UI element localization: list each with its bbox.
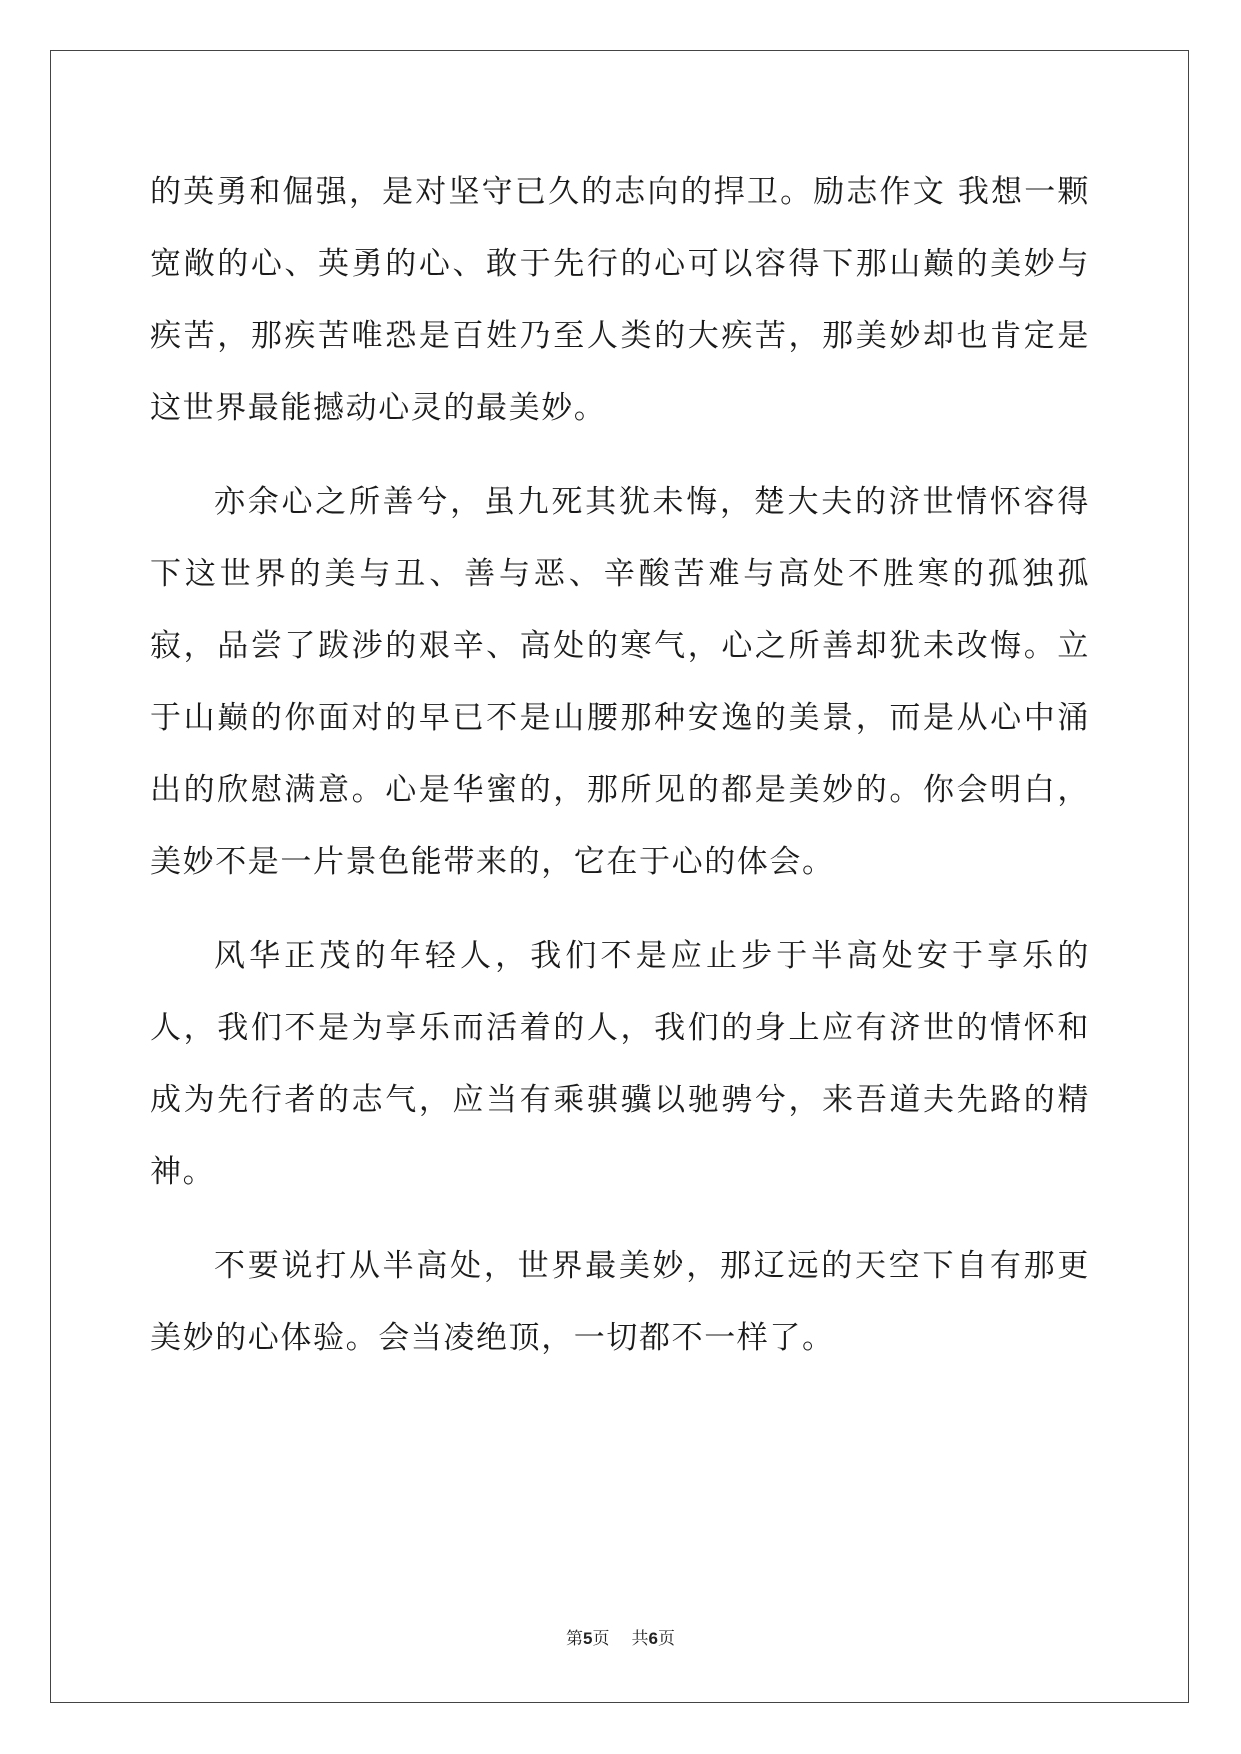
paragraph: 的英勇和倔强，是对坚守已久的志向的捍卫。励志作文 我想一颗宽敞的心、英勇的心、敢于先行的心可以容得下那山巅的美妙与疾苦，那疾苦唯恐是百姓乃至人类的大疾苦，那美妙却也肯定是这世界最能撼动心灵的最美妙。 [150,174,1090,426]
total-pages-number: 6 [648,1629,658,1648]
page-footer [0,1624,1241,1649]
paragraph: 风华正茂的年轻人，我们不是应止步于半高处安于享乐的人，我们不是为享乐而活着的人，我们的身上应有济世的情怀和成为先行者的志气，应当有乘骐骥以驰骋兮，来吾道夫先路的精神。 [150,938,1090,1190]
paragraph: 亦余心之所善兮，虽九死其犹未悔，楚大夫的济世情怀容得下这世界的美与丑、善与恶、辛酸苦难与高处不胜寒的孤独孤寂，品尝了跋涉的艰辛、高处的寒气，心之所善却犹未改悔。立于山巅的你面对的早已不是山腰那种安逸的美景，而是从心中涌出的欣慰满意。心是华蜜的，那所见的都是美妙的。你会明白，美妙不是一片景色能带来的，它在于心的体会。 [150,484,1090,880]
page-number-label: 第5页 [566,1629,610,1648]
document-body [150,156,1090,1396]
total-pages-label: 共6页 [631,1629,675,1648]
current-page-number: 5 [583,1629,593,1648]
paragraph: 不要说打从半高处，世界最美妙，那辽远的天空下自有那更美妙的心体验。会当凌绝顶，一切都不一样了。 [150,1248,1090,1356]
